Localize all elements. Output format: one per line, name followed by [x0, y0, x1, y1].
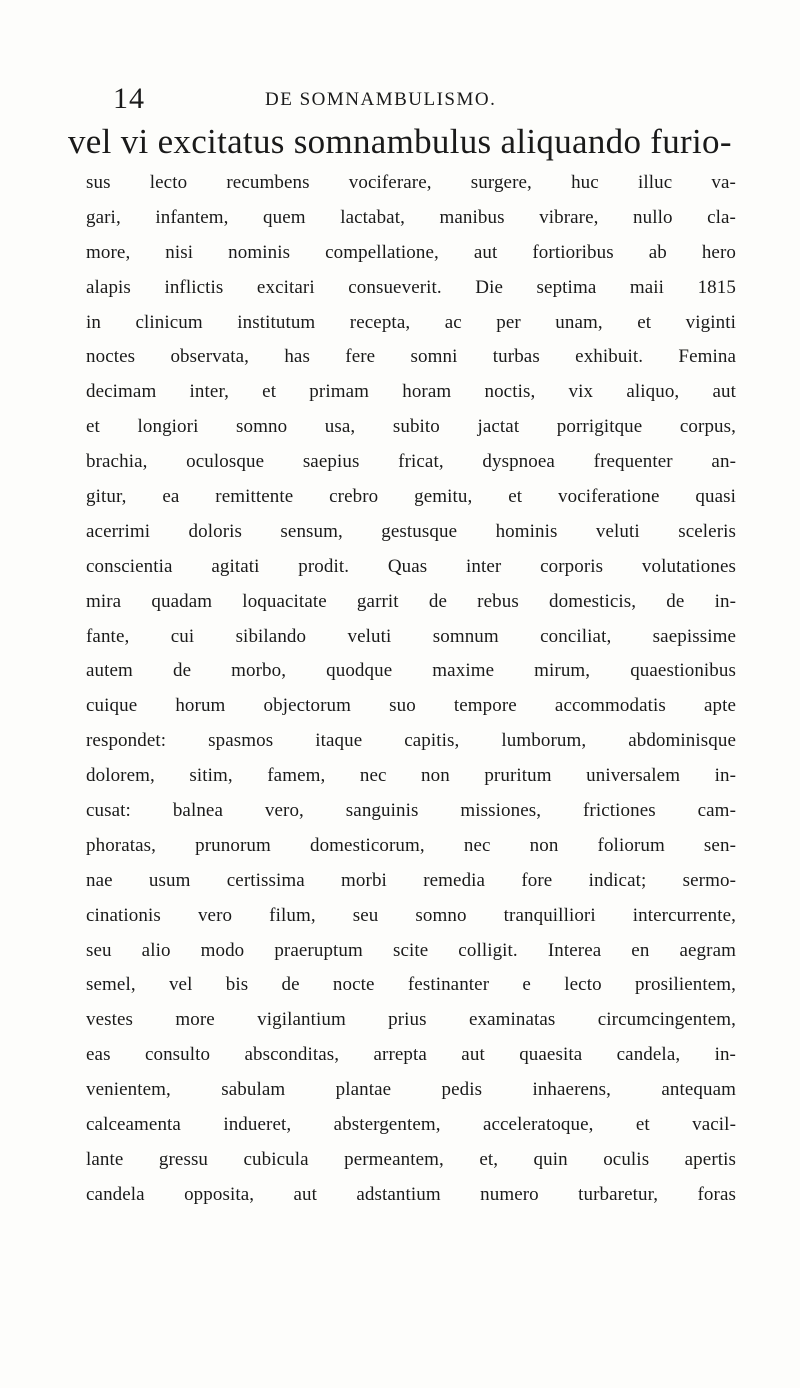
- page-number: 14: [113, 82, 145, 115]
- text-line: calceamenta indueret, abstergentem, acceleratoque, et vacil-: [86, 1114, 736, 1136]
- text-line: cusat: balnea vero, sanguinis missiones, frictiones cam-: [86, 800, 736, 822]
- text-line: semel, vel bis de nocte festinanter e lecto prosilientem,: [86, 974, 736, 996]
- text-line: gitur, ea remittente crebro gemitu, et vociferatione quasi: [86, 486, 736, 508]
- text-line: lante gressu cubicula permeantem, et, quin oculis apertis: [86, 1148, 736, 1170]
- running-title: DE SOMNAMBULISMO.: [265, 89, 497, 110]
- text-line: brachia, oculosque saepius fricat, dyspnoea frequenter an-: [86, 451, 736, 473]
- text-line: sus lecto recumbens vociferare, surgere, huc illuc va-: [86, 172, 736, 193]
- text-line: candela opposita, aut adstantium numero turbaretur, foras: [86, 1183, 736, 1205]
- text-line: acerrimi doloris sensum, gestusque hominis veluti sceleris: [86, 520, 736, 542]
- text-line: cinationis vero filum, seu somno tranquilliori intercurrente,: [86, 904, 736, 926]
- text-line: noctes observata, has fere somni turbas exhibuit. Femina: [86, 346, 736, 368]
- body-text: [86, 166, 736, 1213]
- text-line: respondet: spasmos itaque capitis, lumborum, abdominisque: [86, 730, 736, 752]
- text-line: in clinicum institutum recepta, ac per unam, et viginti: [86, 311, 736, 333]
- text-line: mira quadam loquacitate garrit de rebus domesticis, de in-: [86, 590, 736, 612]
- text-line: dolorem, sitim, famem, nec non pruritum universalem in-: [86, 765, 736, 787]
- lead-line: vel vi excitatus somnambulus aliquando furio-: [68, 122, 732, 161]
- text-line: seu alio modo praeruptum scite colligit. Interea en aegram: [86, 939, 736, 961]
- text-line: alapis inflictis excitari consueverit. Die septima maii 1815: [86, 276, 736, 298]
- text-line: more, nisi nominis compellatione, aut fortioribus ab hero: [86, 241, 736, 263]
- text-line: fante, cui sibilando veluti somnum conciliat, saepissime: [86, 625, 736, 647]
- text-line: conscientia agitati prodit. Quas inter corporis volutationes: [86, 555, 736, 577]
- text-line: vestes more vigilantium prius examinatas circumcingentem,: [86, 1009, 736, 1031]
- text-line: phoratas, prunorum domesticorum, nec non foliorum sen-: [86, 834, 736, 856]
- text-line: eas consulto absconditas, arrepta aut quaesita candela, in-: [86, 1044, 736, 1066]
- text-line: cuique horum objectorum suo tempore accommodatis apte: [86, 695, 736, 717]
- text-line: nae usum certissima morbi remedia fore indicat; sermo-: [86, 869, 736, 891]
- text-line: autem de morbo, quodque maxime mirum, quaestionibus: [86, 660, 736, 682]
- text-line: decimam inter, et primam horam noctis, vix aliquo, aut: [86, 381, 736, 403]
- text-line: venientem, sabulam plantae pedis inhaerens, antequam: [86, 1079, 736, 1101]
- text-line: gari, infantem, quem lactabat, manibus vibrare, nullo cla-: [86, 206, 736, 228]
- text-line: et longiori somno usa, subito jactat porrigitque corpus,: [86, 416, 736, 438]
- running-head: [113, 82, 733, 116]
